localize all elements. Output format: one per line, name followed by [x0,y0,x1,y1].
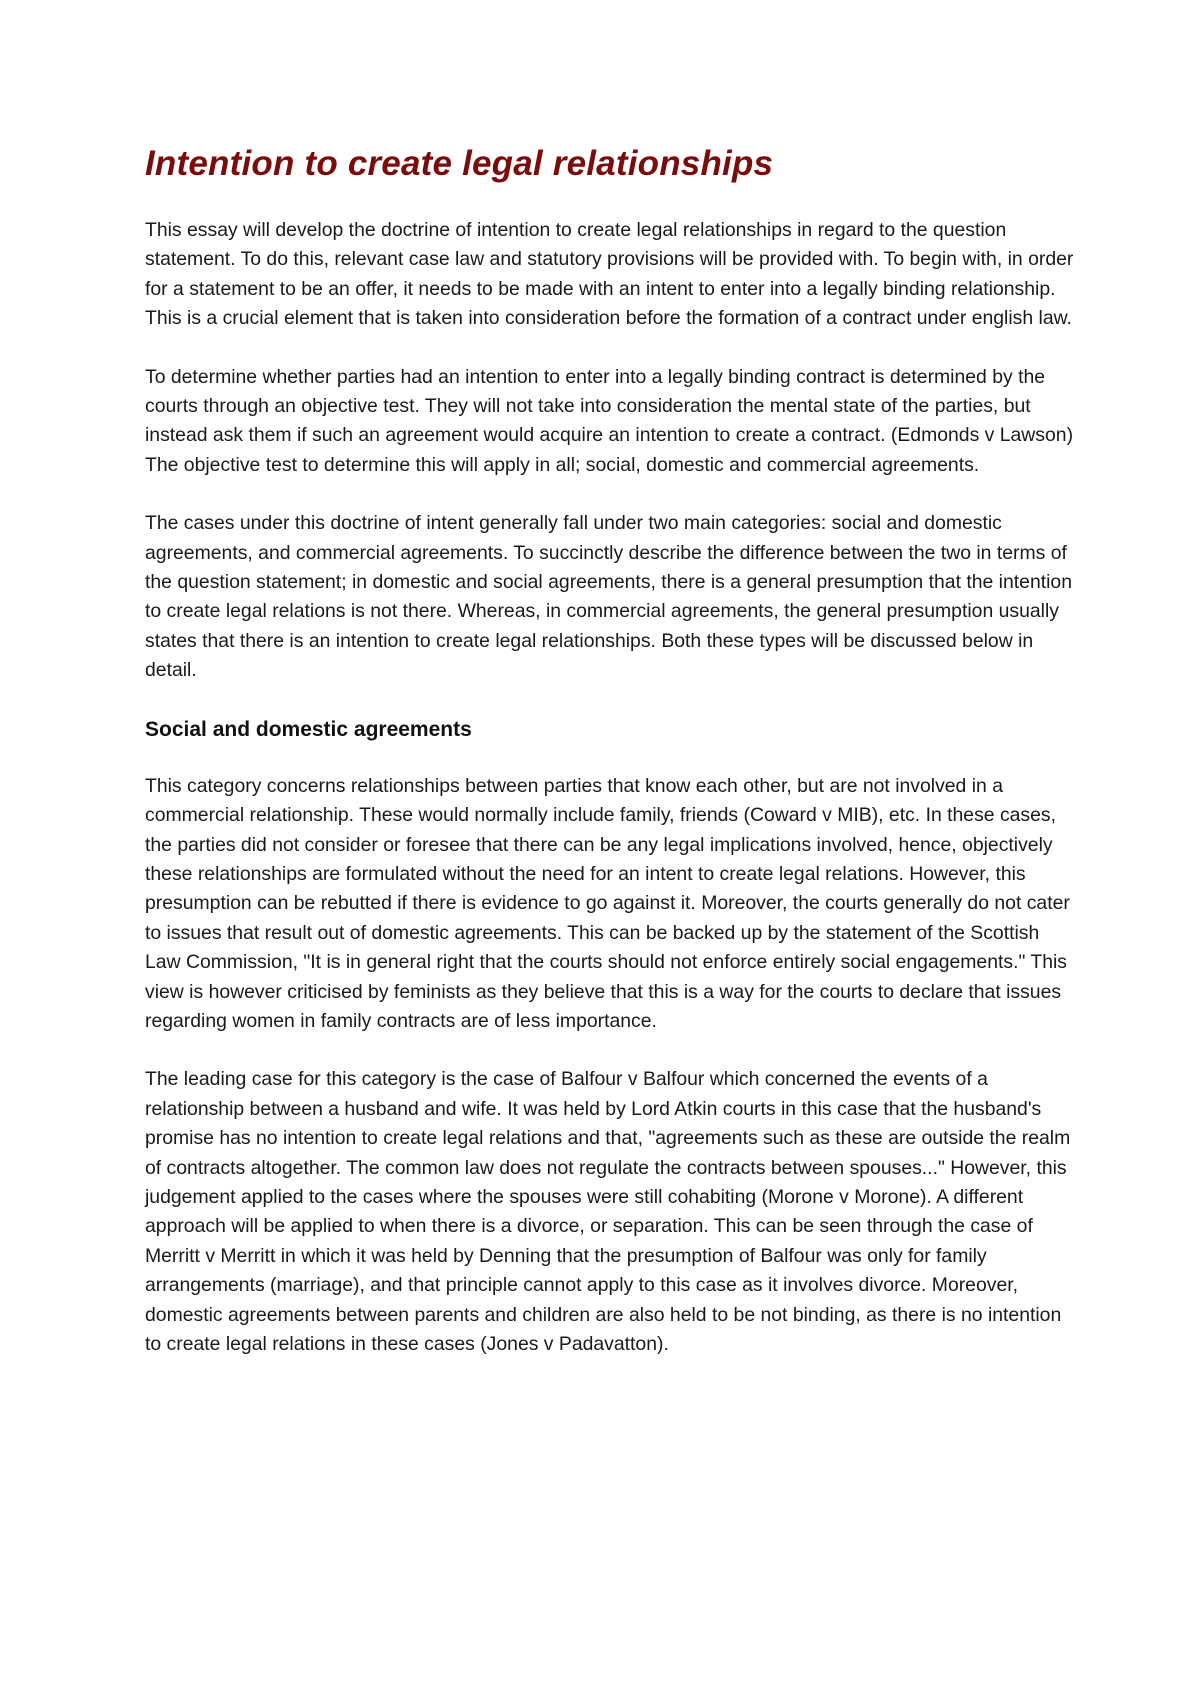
section-paragraph-2: The leading case for this category is the case of Balfour v Balfour which concerned the events of a relationship between a husband and wife. It was held by Lord Atkin courts in this case that the husband's promise has no intention to create legal relations and that, "agreements such as these are outside the realm of contracts altogether. The common law does not regulate the contracts between spouses..." However, this judgement applied to the cases where the spouses were still cohabiting (Morone v Morone). A different approach will be applied to when there is a divorce, or separation. This can be seen through the case of Merritt v Merritt in which it was held by Denning that the presumption of Balfour was only for family arrangements (marriage), and that principle cannot apply to this case as it involves divorce. Moreover, domestic agreements between parents and children are also held to be not binding, as there is no intention to create legal relations in these cases (Jones v Padavatton). [145,1068,1071,1355]
section-paragraph-1: This category concerns relationships between parties that know each other, but are not involved in a commercial relationship. These would normally include family, friends (Coward v MIB), etc. In these cases, the parties did not consider or foresee that there can be any legal implications involved, hence, objectively these relationships are formulated without the need for an intent to create legal relations. However, this presumption can be rebutted if there is evidence to go against it. Moreover, the courts generally do not cater to issues that result out of domestic agreements. This can be backed up by the statement of the Scottish Law Commission, "It is in general right that the courts should not enforce entirely social engagements." This view is however criticised by feminists as they believe that this is a way for the courts to declare that issues regarding women in family contracts are of less importance. [145,774,1070,1032]
section-heading: Social and domestic agreements [145,717,472,741]
document-body [145,142,1075,1388]
intro-paragraph-1: This essay will develop the doctrine of intention to create legal relationships in regard to the question statement. To do this, relevant case law and statutory provisions will be provided with. To begin with, in order for a statement to be an offer, it needs to be made with an intent to enter into a legally binding relationship. This is a crucial element that is taken into consideration before the formation of a contract under english law. [145,219,1074,330]
document-title: Intention to create legal relationships [145,144,774,183]
intro-paragraph-2: To determine whether parties had an intention to enter into a legally binding contract is determined by the courts through an objective test. They will not take into consideration the mental state of the parties, but instead ask them if such an agreement would acquire an intention to create a contract. (Edmonds v Lawson) The objective test to determine this will apply in all; social, domestic and commercial agreements. [145,365,1074,476]
intro-paragraph-3: The cases under this doctrine of intent generally fall under two main categories: social and domestic agreements, and commercial agreements. To succinctly describe the difference between the two in terms of the question statement; in domestic and social agreements, there is a general presumption that the intention to create legal relations is not there. Whereas, in commercial agreements, the general presumption usually states that there is an intention to create legal relationships. Both these types will be discussed below in detail. [145,512,1072,682]
